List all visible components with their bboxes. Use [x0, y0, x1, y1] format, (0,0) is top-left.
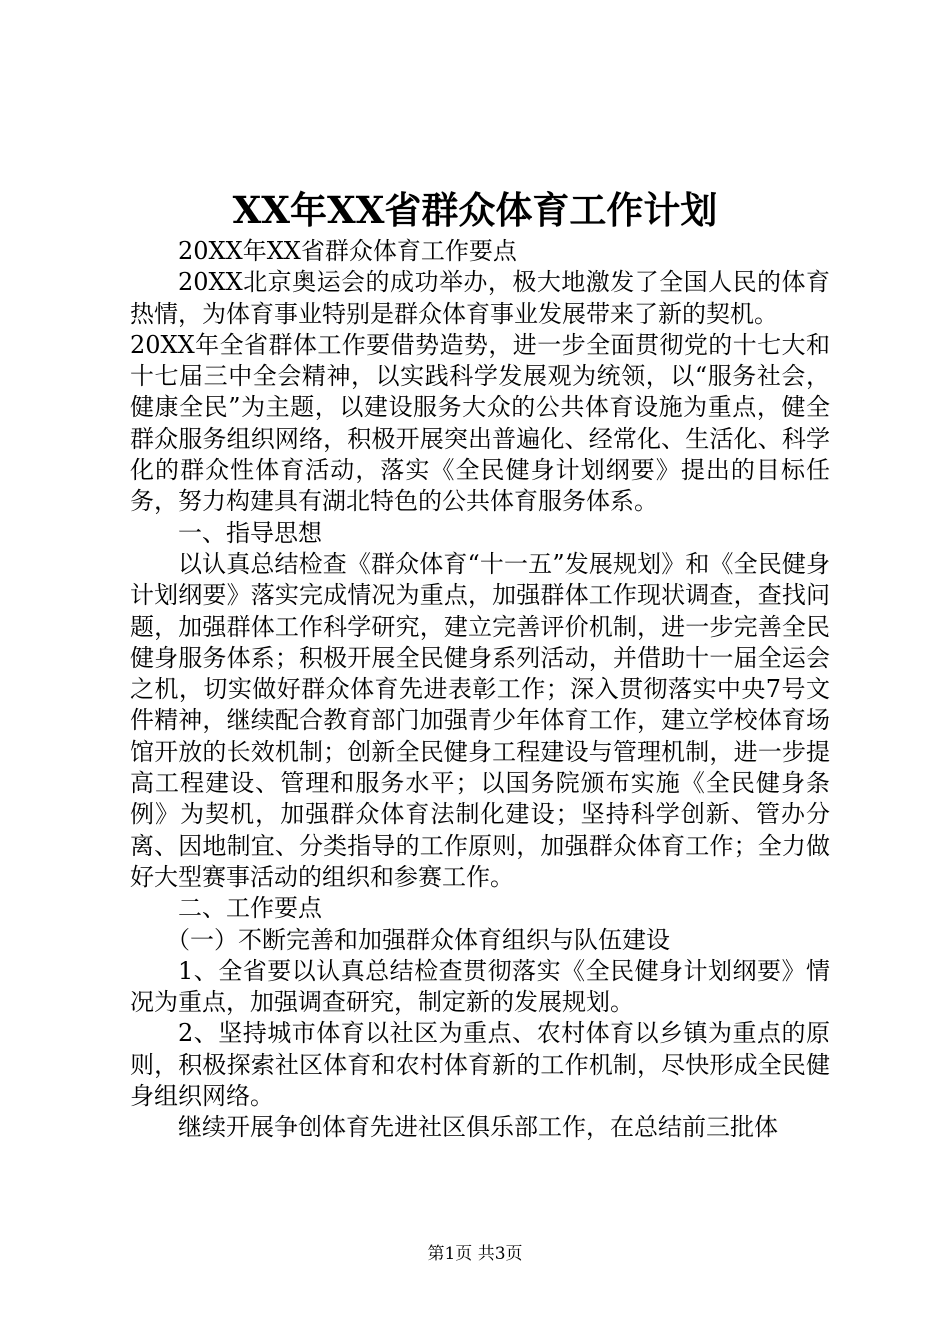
continuation-paragraph: 继续开展争创体育先进社区俱乐部工作，在总结前三批体 [178, 1113, 778, 1142]
document-body [130, 236, 830, 1144]
subsection-heading-organization: （一）不断完善和加强群众体育组织与队伍建设 [166, 925, 670, 954]
document-title: XX年XX省群众体育工作计划 [232, 188, 718, 232]
section-heading-work-points: 二、工作要点 [178, 894, 322, 923]
intro-paragraph: 20XX北京奥运会的成功举办，极大地激发了全国人民的体育热情，为体育事业特别是群众体育事业发展带来了新的契机。 [130, 268, 830, 328]
overview-paragraph: 20XX年全省群体工作要借势造势，进一步全面贯彻党的十七大和十七届三中全会精神，以实践科学发展观为统领，以“服务社会，健康全民”为主题，以建设服务大众的公共体育设施为重点，健全群众服务组织网络，积极开展突出普遍化、经常化、生活化、科学化的群众性体育活动，落实《全民健身计划纲要》提出的目标任务，努力构建具有湖北特色的公共体育服务体系。 [130, 330, 830, 516]
guiding-ideology-paragraph: 以认真总结检查《群众体育“十一五”发展规划》和《全民健身计划纲要》落实完成情况为重点，加强群体工作现状调查，查找问题，加强群体工作科学研究，建立完善评价机制，进一步完善全民健身服务体系；积极开展全民健身系列活动，并借助十一届全运会之机，切实做好群众体育先进表彰工作；深入贯彻落实中央7号文件精神，继续配合教育部门加强青少年体育工作，建立学校体育场馆开放的长效机制；创新全民健身工程建设与管理机制，进一步提高工程建设、管理和服务水平；以国务院颁布实施《全民健身条例》为契机，加强群众体育法制化建设；坚持科学创新、管办分离、因地制宜、分类指导的工作原则，加强群众体育工作；全力做好大型赛事活动的组织和参赛工作。 [130, 549, 830, 891]
section-heading-guiding-ideology: 一、指导思想 [178, 518, 322, 547]
list-item-1: 1、全省要以认真总结检查贯彻落实《全民健身计划纲要》情况为重点，加强调查研究，制定新的发展规划。 [130, 956, 830, 1017]
subtitle-paragraph: 20XX年XX省群众体育工作要点 [178, 237, 517, 265]
list-item-2: 2、坚持城市体育以社区为重点、农村体育以乡镇为重点的原则，积极探索社区体育和农村体育新的工作机制，尽快形成全民健身组织网络。 [130, 1019, 830, 1111]
page-footer: 第1页 共3页 [427, 1244, 523, 1264]
